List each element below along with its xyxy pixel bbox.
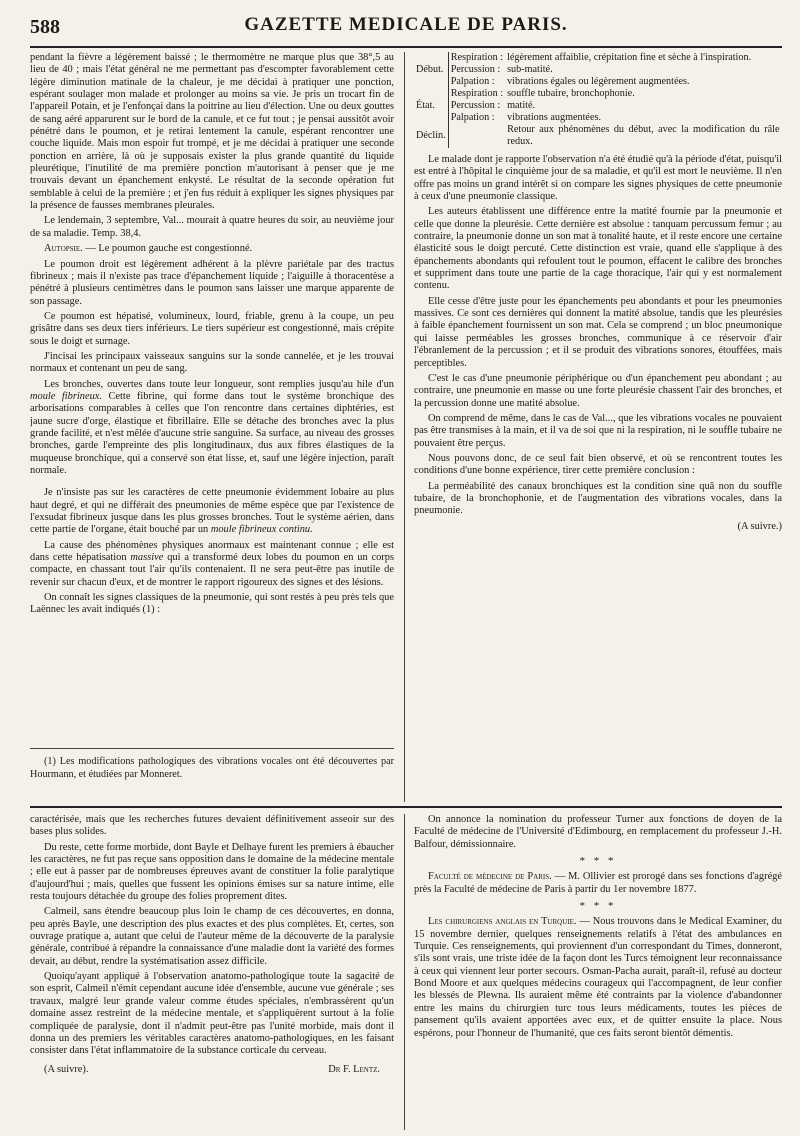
sign-kind: Respiration : — [450, 52, 504, 63]
sign-description: sub-matité. — [507, 64, 553, 75]
phase-label: Déclin. — [414, 124, 448, 148]
faculte-text: — M. Ollivier est prorogé dans ses fonctions d'agrégé près la Faculté de médecine de Paris à partir du 1er novembre 1877. — [414, 871, 782, 895]
paragraph: On annonce la nomination du professeur Turner aux fonctions de doyen de la Faculté de médecine de l'Université d'Edimbourg, en remplacement du professeur J.-H. Balfour, démissionnaire. — [414, 814, 782, 850]
section-rule — [30, 806, 782, 808]
top-right-column — [414, 52, 782, 802]
asterism: * * * — [579, 855, 617, 868]
sign-kind: Percussion : — [450, 64, 501, 75]
sign-kind: Palpation : — [450, 112, 495, 123]
paragraph: Le poumon droit est légèrement adhérent à la plèvre pariétale par des tractus fibrineux ; mais il n'existe pas trace d'épanchement liquide ; l'aiguille à thoracentèse a pénétré à plusieurs centimètres dans le poumon sans laisser une marque apparente de son passage. — [30, 258, 394, 307]
bottom-left-column — [30, 814, 394, 1130]
paragraph: Elle cesse d'être juste pour les épanchements peu abondants et pour les pneumonies massives. Ce sont ces dernières qui donnent la matité absolue, tandis que les pleurésies à faible épanchement fournissent un son mat. Cela se comprend ; un bloc pneumonique qui laisse perméables les grosses bronches, communique à ce réservoir d'air l'ébranlement de la percussion ; et il se produit des vibrations sonores, étouffées, mais perceptibles. — [414, 295, 782, 369]
phase-label: Début. — [414, 52, 448, 88]
paragraph-text: La cause des phénomènes physiques anormaux est maintenant connue ; elle est dans cette hépatisation — [30, 539, 394, 564]
signs-row — [414, 64, 782, 76]
autopsie-text: — Le poumon gauche est congestionné. — [85, 243, 253, 255]
sign-description: légèrement affaiblie, crépitation fine et sèche à l'inspiration. — [507, 52, 752, 63]
paragraph — [30, 540, 394, 589]
page-header — [30, 12, 782, 48]
signature: Dr F. Lentz. — [328, 1063, 380, 1075]
sign-kind: Palpation : — [450, 76, 495, 87]
journal-title: GAZETTE MEDICALE DE PARIS. — [244, 14, 568, 35]
sign-kind — [448, 124, 505, 148]
paragraph: C'est le cas d'une pneumonie périphérique ou d'un épanchement peu abondant ; au contraire, une pneumonie en masse ou une forte pleurésie chassent l'air des bronches, et la percussion donne une matité absolue. — [414, 372, 782, 409]
massive-term: massive — [130, 552, 164, 564]
paragraph — [30, 243, 394, 255]
faculte-label: Faculté de médecine de Paris. — [428, 871, 552, 883]
paragraph: Les auteurs établissent une différence entre la matité fournie par la pneumonie et celle que donne la pleurésie. Cette dernière est absolue : tanquam percussum femur ; au contraire, la pneumonie donne un son mat à tonalité haute, et il reste encore une certaine élasticité sous le doigt percuté. Cette distinction est vraie, quand elle s'applique à des épanchements abondants qui refoulent tout le poumon, effacent le calibre des bronches et suppriment dans toute une partie de la cage thoracique, l'air qui y est normalement contenu. — [414, 206, 782, 292]
paragraph: J'incisai les principaux vaisseaux sanguins sur la sonde cannelée, et je les trouvai normaux et contenant un peu de sang. — [30, 350, 394, 375]
paragraph: Le lendemain, 3 septembre, Val... mourait à quatre heures du soir, au neuvième jour de sa maladie. Temp. 38,4. — [30, 215, 394, 239]
page-number: 588 — [30, 16, 60, 38]
signs-row — [414, 52, 782, 64]
autopsie-label: Autopsie. — [44, 243, 83, 255]
signs-row — [414, 88, 782, 100]
sign-description: souffle tubaire, bronchophonie. — [507, 88, 635, 99]
paragraph: On comprend de même, dans le cas de Val..., que les vibrations vocales ne pouvaient pas être transmises à la main, et il va de soi que ni la respiration, ni le souffle tubaire ne pouvaient être perçus. — [414, 412, 782, 449]
sign-description: vibrations égales ou légèrement augmentées. — [507, 76, 690, 87]
asterism: * * * — [579, 900, 617, 913]
column-divider — [404, 52, 405, 802]
signs-row — [414, 76, 782, 88]
paragraph: caractérisée, mais que les recherches futures devaient définitivement asseoir sur des bases plus solides. — [30, 814, 394, 838]
signs-row — [414, 100, 782, 112]
bronches-text: Cette fibrine, qui forme dans tout le système bronchique des arborisations comparables à celles que l'on rencontre dans certaines diphtéries, est jaune sucre d'orge, élastique et fibrillaire. Elle se détache des bronches avec la plus grande facilité, et n'est mêlée d'aucune strie sanguine. Sa surface, au niveau des grosses bronches, garde l'empreinte des plis longitudinaux, dus aux fibres élastiques de la muqueuse bronchique, qui a conservé son état lisse, et, sauf une légère injection, paraît normale. — [30, 390, 394, 476]
paragraph: Nous pouvons donc, de ce seul fait bien observé, et où se rencontrent toutes les conditions d'une bonne expérience, tirer cette première conclusion : — [414, 452, 782, 477]
moule-fibrineux: moule fibrineux. — [30, 390, 102, 402]
signs-row — [414, 124, 782, 148]
footnote-rule — [30, 748, 394, 749]
paragraph — [30, 379, 394, 478]
paragraph-text: qui a transformé deux lobes du poumon en un corps compacte, en chassant tout l'air qu'ils contenaient. Il ne sera peut-être pas inutile de revenir sur chacun d'eux, et de montrer le rapport rigoureux des signes et des lésions. — [30, 552, 394, 588]
paragraph: Le malade dont je rapporte l'observation n'a été étudié qu'à la période d'état, puisqu'il est entré à l'hôpital le cinquième jour de sa maladie, et qu'il est mort le neuvième. Il n'en offre pas moins un grand intérêt si on compare les signes physiques de cette pneumonie à ceux d'une pneumonie classique. — [414, 154, 782, 203]
paragraph — [414, 916, 782, 1039]
sign-kind: Respiration : — [450, 88, 504, 99]
footnote-text: (1) Les modifications pathologiques des vibrations vocales ont été découvertes par Hourmann, et étudiées par Monneret. — [30, 756, 394, 780]
signature-line — [30, 1064, 394, 1076]
sign-description: vibrations augmentées. — [507, 112, 601, 123]
paragraph — [30, 487, 394, 536]
top-left-column — [30, 52, 394, 742]
footnote — [30, 756, 394, 796]
moule-fibrineux-continu: moule fibrineux continu. — [210, 524, 313, 536]
sign-description: matité. — [507, 100, 536, 111]
paragraph: On connaît les signes classiques de la pneumonie, qui sont restés à peu près tels que Laënnec les avait indiqués (1) : — [30, 592, 394, 616]
paragraph: Du reste, cette forme morbide, dont Bayle et Delhaye furent les premiers à ébaucher les caractères, ne fut pas reçue sans opposition dans le domaine de la médecine mentale ; elle eut à passer par de nombreuses épreuves avant de constituer la folie paralytique d'aujourd'hui ; mais, quelles que fussent les opinions émises sur sa nature intime, elle resta toujours détachée du groupe des folies proprement dites. — [30, 841, 394, 903]
a-suivre-bottom: (A suivre). — [44, 1063, 89, 1075]
chirurgiens-text: — Nous trouvons dans le Medical Examiner, du 15 novembre dernier, quelques renseignements relatifs à l'état des ambulances en Turquie. Ces renseignements, qui proviennent d'un correspondant du Times, donneront, s'ils sont vrais, une triste idée de la façon dont les Turcs témoignent leur reconnaissance à ceux qui viennent leur porter secours. Osman-Pacha aurait, paraît-il, refusé au docteur Bond Moore et aux quelques médecins courageux qui l'accompagnent, de leur confier les blessés de Plewna. Ils auraient même été contraints par la violence d'abandonner entre les mains du chirurgien turc tous leurs médicaments, toutes les pièces de pansement qu'ils avaient apportées avec eux, et de quitter ensuite la place. Nous espérons, pour l'honneur de l'humanité, que ces faits seront bientôt démentis. — [414, 916, 782, 1039]
sign-description: Retour aux phénomènes du début, avec la modification du râle redux. — [507, 124, 780, 147]
bronches-lead: Les bronches, ouvertes dans toute leur longueur, sont remplies jusqu'au hile d'un — [44, 378, 394, 390]
paragraph: pendant la fièvre a légèrement baissé ; le thermomètre ne marque plus que 38°,5 au lieu de 40 ; mais l'état général ne me permettant pas d'escompter favorablement cette légère diminution matinale de la chaleur, je me décidai à pratiquer une ponction, espérant soulager mon malade et prolonger au moins sa vie. Je pris un trocart fin de l'appareil Potain, et je l'enfonçai dans la poitrine au lieu d'élection. Une ou deux gouttes de sang aéré apparurent sur le bord de la canule, et ce fut tout ; je pensai aussitôt avoir pénétré dans le poumon, et je retirai lentement la canule, espérant rencontrer une couche liquide. Mais mon espoir fut trompé, et je me décidai à pratiquer une seconde ponction en arrière, là où je supposais exister la plus grande quantité du liquide pleurétique, l'inutilité de ma première ponction m'autorisant à penser que je me trouvais devant un épanchement enkysté. Le résultat de la seconde opération fut semblable à celui de la première ; et j'en fus réduit à expliquer les signes physiques par la présence de fausses membranes pleurales. — [30, 52, 394, 212]
chirurgiens-label: Les chirurgiens anglais en Turquie. — [428, 916, 577, 928]
paragraph: La perméabilité des canaux bronchiques est la condition sine quâ non du souffle tubaire, de la bronchophonie, et de l'augmentation des vibrations vocales, dans la pneumonie. — [414, 480, 782, 517]
paragraph — [414, 871, 782, 896]
paragraph-text: Je n'insiste pas sur les caractères de cette pneumonie évidemment lobaire au plus haut degré, et qui ne différait des pneumonies de même espèce que par l'existence de l'exsudat fibrineux jusque dans les plus grosses bronches. Tout le système aérien, dans cette partie de l'organe, était bouché par un — [30, 487, 394, 536]
bottom-right-column — [414, 814, 782, 1130]
sign-kind: Percussion : — [450, 100, 501, 111]
column-divider-bottom — [404, 814, 405, 1130]
signs-table — [414, 52, 782, 148]
paragraph: Calmeil, sans étendre beaucoup plus loin le champ de ces découvertes, en donna, peu après Bayle, une description des plus exactes et des plus complètes. Et, certes, son ouvrage pratique a, autant que celui de l'auteur même de la découverte de la paralysie générale, contribué à répandre la connaissance d'une maladie dont la variété des formes devait, au début, rendre la systématisation assez difficile. — [30, 906, 394, 967]
phase-label: État. — [414, 88, 448, 124]
paragraph: Ce poumon est hépatisé, volumineux, lourd, friable, grenu à la coupe, un peu grisâtre dans ses deux tiers inférieurs. Le tiers supérieur est congestionné, mais crépite sous le doigt et surnage. — [30, 310, 394, 347]
paragraph: Quoiqu'ayant appliqué à l'observation anatomo-pathologique toute la sagacité de son esprit, Calmeil n'émit cependant aucune idée d'ensemble, aucune vue générale ; ses travaux, malgré leur grande valeur comme études spéciales, n'embrassèrent qu'un domaine assez restreint de la médecine mentale, et s'appliquèrent surtout à la folie compliquée de paralysie, dont il n'admit peut-être pas l'unité morbide, mais dont il donna un des premiers les véritables caractères anatomo-pathologiques, en les faisant consister dans l'état inflammatoire de la substance corticale du cerveau. — [30, 971, 394, 1057]
a-suivre: (A suivre.) — [737, 520, 782, 532]
signs-row — [414, 112, 782, 124]
